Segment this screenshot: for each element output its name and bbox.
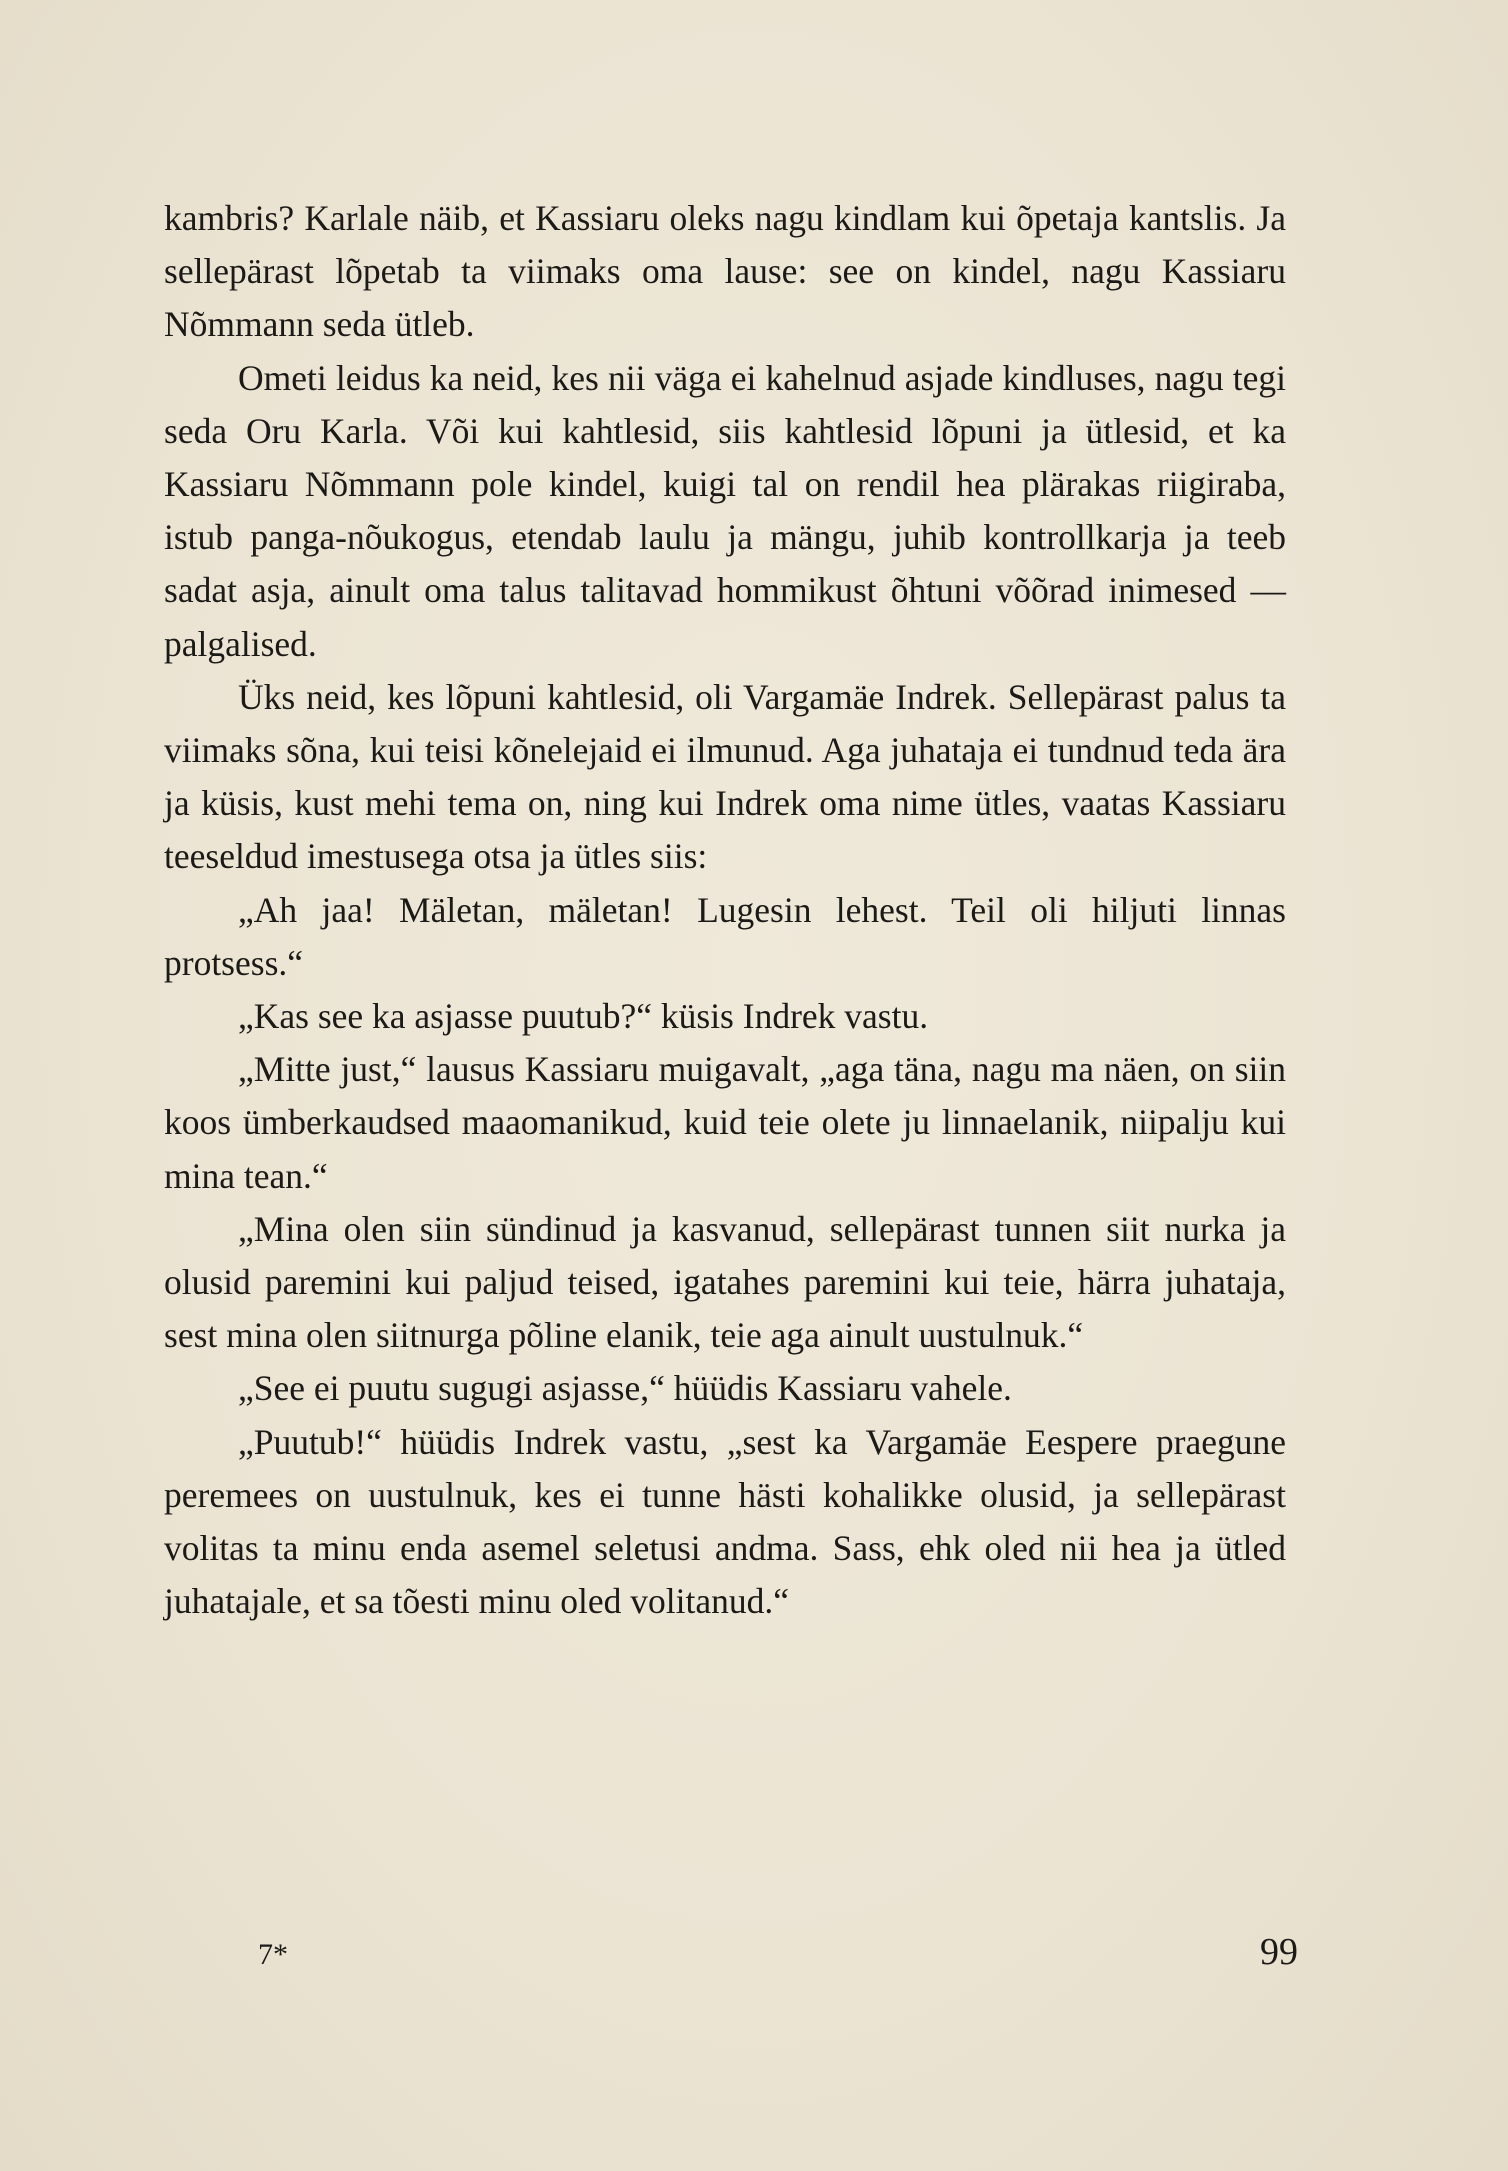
paragraph-6: „Mitte just,“ lausus Kassiaru muigavalt, „aga täna, nagu ma näen, on siin koos ümberkaudsed maaomanikud, kuid teie olete ju linnaelanik, niipalju kui mina tean.“ [164,1049,1286,1196]
paragraph-5: „Kas see ka asjasse puutub?“ küsis Indrek vastu. [238,996,929,1037]
page-number: 99 [1260,1931,1298,1973]
paragraph-4: „Ah jaa! Mäletan, mäletan! Lugesin lehest. Teil oli hiljuti linnas protsess.“ [164,889,1286,983]
paragraph-3: Üks neid, kes lõpuni kahtlesid, oli Vargamäe Indrek. Sellepärast palus ta viimaks sõna, kui teisi kõnelejaid ei ilmunud. Aga juhataja ei tundnud teda ära ja küsis, kust mehi tema on, ning kui Indrek oma nime ütles, vaatas Kassiaru teeseldud imestusega otsa ja ütles siis: [164,676,1286,877]
body-text [164,192,1286,1628]
paragraph-1: kambris? Karlale näib, et Kassiaru oleks nagu kindlam kui õpetaja kantslis. Ja sellepärast lõpetab ta viimaks oma lause: see on kindel, nagu Kassiaru Nõmmann seda ütleb. [164,198,1286,345]
paragraph-8: „See ei puutu sugugi asjasse,“ hüüdis Kassiaru vahele. [238,1368,1012,1409]
paragraph-7: „Mina olen siin sündinud ja kasvanud, sellepärast tunnen siit nurka ja olusid paremini kui paljud teised, igatahes paremini kui teie, härra juhataja, sest mina olen siitnurga põline elanik, teie aga ainult uustulnuk.“ [164,1208,1286,1356]
paragraph-9: „Puutub!“ hüüdis Indrek vastu, „sest ka Vargamäe Eespere praegune peremees on uustulnuk, kes ei tunne hästi kohalikke olusid, ja sellepärast volitas ta minu enda asemel seletusi andma. Sass, ehk oled nii hea ja ütled juhatajale, et sa tõesti minu oled volitanud.“ [164,1421,1286,1622]
page-footer [0,1930,1508,1990]
signature-mark: 7* [258,1938,288,1971]
paragraph-2: Ometi leidus ka neid, kes nii väga ei kahelnud asjade kindluses, nagu tegi seda Oru Karla. Või kui kahtlesid, siis kahtlesid lõpuni ja ütlesid, et ka Kassiaru Nõmmann pole kindel, kuigi tal on rendil hea plärakas riigiraba, istub panga-nõukogus, etendab laulu ja mängu, juhib kontrollkarja ja teeb sadat asja, ainult oma talus talitavad hommikust õhtuni võõrad inimesed — palgalised. [164,357,1286,664]
